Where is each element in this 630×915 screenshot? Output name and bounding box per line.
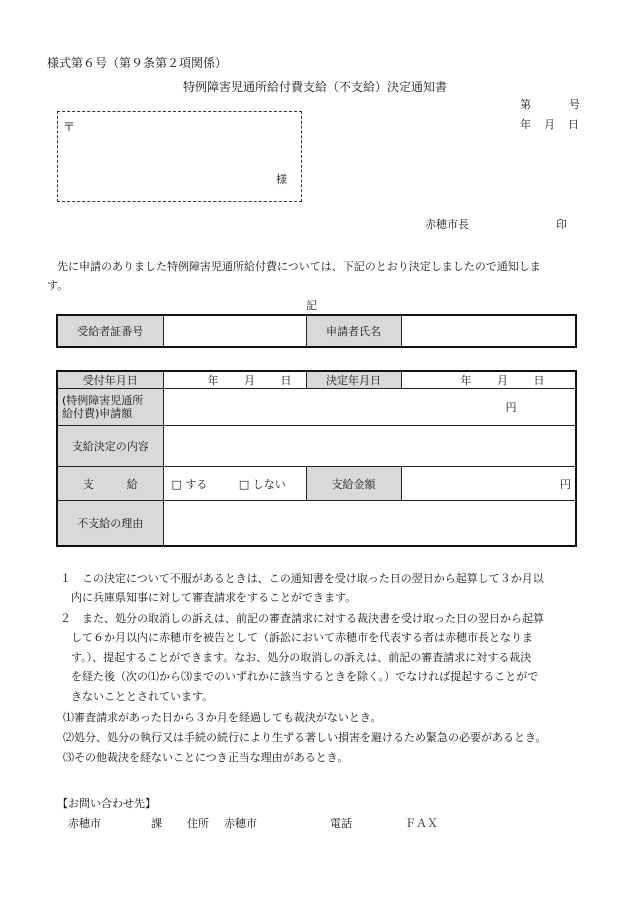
receipt-date-label: 受付年月日	[57, 371, 163, 389]
receipt-day: 日	[280, 374, 292, 387]
amount-cell	[401, 467, 576, 501]
recipient-number-label: 受給者証番号	[57, 315, 163, 347]
issuer-name: 赤穂市長	[425, 218, 469, 231]
note-2-line-2: して６か月以内に赤穂市を被告として（訴訟において赤穂市を代表する者は赤穂市長となりま	[71, 631, 533, 644]
payment-row	[57, 467, 576, 501]
address-box	[57, 111, 302, 202]
honorific-sama: 様	[276, 173, 287, 186]
date-month: 月	[544, 118, 555, 131]
claim-amount-cell	[163, 389, 576, 426]
claim-row	[57, 389, 576, 426]
reason-cell	[163, 501, 576, 546]
intro-line-1: 先に申請のありました特例障害児通所給付費については、下記のとおり決定しましたので通知しま	[57, 260, 541, 273]
claim-yen: 円	[505, 401, 517, 414]
recipient-table	[56, 314, 577, 348]
date-day: 日	[568, 118, 579, 131]
note-1-line-2: 内に兵庫県知事に対して審査請求をすることができます。	[71, 591, 357, 604]
payment-choice-cell	[163, 467, 306, 501]
decision-year: 年	[460, 374, 472, 387]
date-row	[57, 371, 576, 389]
contact-city: 赤穂市	[68, 817, 101, 830]
claim-amount-label	[57, 389, 163, 426]
applicant-name-label: 申請者氏名	[306, 315, 401, 347]
receipt-year: 年	[207, 374, 219, 387]
contact-heading: 【お問い合わせ先】	[57, 797, 156, 810]
note-2-line-3: す。）、提起することができます。なお、処分の取消しの訴えは、前記の審査請求に対する裁決	[71, 651, 532, 664]
note-2-line-5: きないこととされています。	[71, 690, 214, 703]
checkbox-dont[interactable]: □ しない	[238, 477, 286, 491]
reason-row	[57, 501, 576, 546]
contact-address-label: 住所	[187, 817, 209, 830]
note-2-line-1: ２ また、処分の取消しの訴えは、前記の審査請求に対する裁決書を受け取った日の翌日から起算	[60, 612, 544, 625]
payment-label: 支 給	[57, 467, 163, 501]
decision-date-label: 決定年月日	[306, 371, 401, 389]
form-number: 様式第６号（第９条第２項関係）	[47, 56, 228, 70]
reason-label: 不支給の理由	[57, 501, 163, 546]
amount-label: 支給金額	[306, 467, 401, 501]
decision-date-cell	[401, 371, 576, 389]
intro-line-2: す。	[47, 279, 69, 292]
contact-fax-label: ＦＡＸ	[405, 817, 438, 830]
contact-phone-label: 電話	[330, 817, 352, 830]
checkbox-do[interactable]: □ する	[171, 477, 208, 491]
document-title: 特例障害児通所給付費支給（不支給）決定通知書	[182, 80, 447, 94]
decision-content-cell	[163, 426, 576, 467]
subnote-2: ⑵処分、処分の執行又は手続の続行により生ずる著しい損害を避けるため緊急の必要があるとき。	[63, 731, 547, 744]
decision-month: 月	[497, 374, 508, 387]
date-year: 年	[520, 118, 531, 131]
note-1-line-1: １ この決定について不服があるときは、この通知書を受け取った日の翌日から起算して３か月以	[60, 572, 544, 585]
receipt-month: 月	[244, 374, 255, 387]
issuer-seal: 印	[556, 218, 567, 231]
claim-label-line-1: (特例障害児通所	[62, 394, 144, 407]
ki-label: 記	[306, 299, 317, 312]
applicant-name-cell	[401, 315, 576, 347]
postal-mark: 〒	[63, 120, 76, 134]
number-dai: 第	[520, 98, 531, 111]
recipient-number-cell	[163, 315, 306, 347]
decision-content-label: 支給決定の内容	[57, 426, 163, 467]
claim-label-line-2: 給付費)申請額	[62, 407, 133, 420]
amount-yen: 円	[560, 477, 571, 491]
number-go: 号	[569, 98, 580, 111]
decision-day: 日	[533, 374, 545, 387]
content-row	[57, 426, 576, 467]
subnote-1: ⑴審査請求があった日から３か月を経過しても裁決がないとき。	[63, 711, 382, 724]
receipt-date-cell	[163, 371, 306, 389]
contact-address-city: 赤穂市	[224, 817, 257, 830]
decision-table	[56, 370, 577, 547]
subnote-3: ⑶その他裁決を経ないことにつき正当な理由があるとき。	[63, 751, 349, 764]
contact-section: 課	[151, 817, 162, 830]
note-2-line-4: を経た後（次の⑴から⑶までのいずれかに該当するときを除く。）でなければ提起することがで	[71, 670, 539, 683]
